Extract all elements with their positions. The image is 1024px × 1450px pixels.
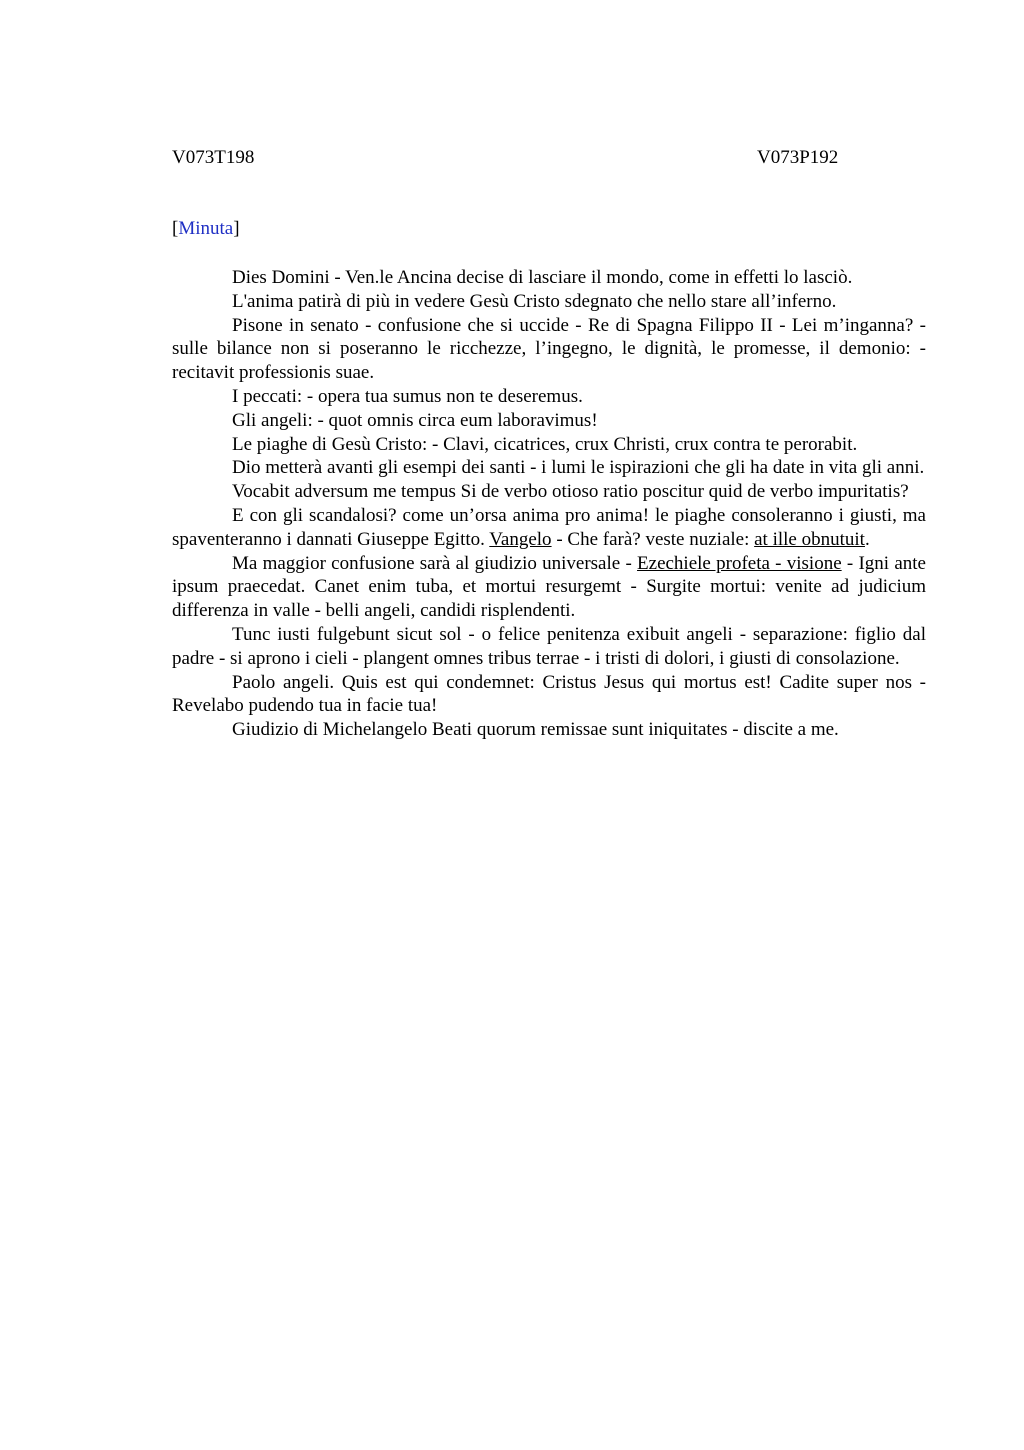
text-run: - Igni ante ipsum praecedat. Canet enim tuba, et mortui resurgemt - Surgite mortui: venite ad judicium differenza in valle - belli angeli, candidi risplendenti. xyxy=(172,552,926,622)
document-code-left: V073T198 xyxy=(172,147,255,168)
paragraph: Le piaghe di Gesù Cristo: - Clavi, cicatrices, crux Christi, crux contra te perorabit. xyxy=(232,433,858,455)
page-code-right: V073P192 xyxy=(757,147,839,168)
paragraph: Dies Domini - Ven.le Ancina decise di lasciare il mondo, come in effetti lo lasciò. xyxy=(232,267,853,288)
paragraph: Vocabit adversum me tempus Si de verbo otioso ratio poscitur quid de verbo impuritatis? xyxy=(232,481,909,503)
text-run: E con gli scandalosi? come un’orsa anima pro anima! le piaghe consoleranno i giusti, ma spaventeranno i dannati Giuseppe Egitto. xyxy=(172,504,926,550)
text-run: Ma maggior confusione sarà al giudizio universale - xyxy=(232,552,638,574)
underlined-text: Vangelo xyxy=(489,528,552,550)
underlined-text: Ezechiele profeta - visione xyxy=(637,552,842,574)
paragraph: I peccati: - opera tua sumus non te deseremus. xyxy=(232,385,583,407)
paragraph: Pisone in senato - confusione che si uccide - Re di Spagna Filippo II - Lei m’inganna? - sulle bilance non si poseranno le ricchezze, l’ingegno, le dignità, le promesse, il demonio: - recitavit professionis suae. xyxy=(172,314,926,384)
underlined-text: at ille obnutuit xyxy=(754,528,865,550)
paragraph xyxy=(172,504,926,552)
paragraph: L'anima patirà di più in vedere Gesù Cristo sdegnato che nello stare all’inferno. xyxy=(232,290,837,312)
text-run: - Che farà? veste nuziale: xyxy=(551,528,755,550)
paragraph: Dio metterà avanti gli esempi dei santi - i lumi le ispirazioni che gli ha date in vita gli anni. xyxy=(232,457,925,479)
paragraph: Giudizio di Michelangelo Beati quorum remissae sunt iniquitates - discite a me. xyxy=(232,719,839,741)
section-label xyxy=(172,217,240,241)
document-body xyxy=(172,266,926,742)
minuta-link[interactable]: Minuta xyxy=(178,218,234,239)
paragraph: Gli angeli: - quot omnis circa eum laboravimus! xyxy=(232,409,598,431)
open-bracket: [ xyxy=(172,218,179,239)
close-bracket: ] xyxy=(233,218,240,239)
paragraph: Paolo angeli. Quis est qui condemnet: Cristus Jesus qui mortus est! Cadite super nos - Revelabo pudendo tua in facie tua! xyxy=(172,671,926,717)
paragraph xyxy=(172,552,926,623)
text-run: . xyxy=(864,528,870,550)
paragraph: Tunc iusti fulgebunt sicut sol - o felice penitenza exibuit angeli - separazione: figlio dal padre - si aprono i cieli - plangent omnes tribus terrae - i tristi di dolori, i giusti di consolazione. xyxy=(172,623,926,669)
